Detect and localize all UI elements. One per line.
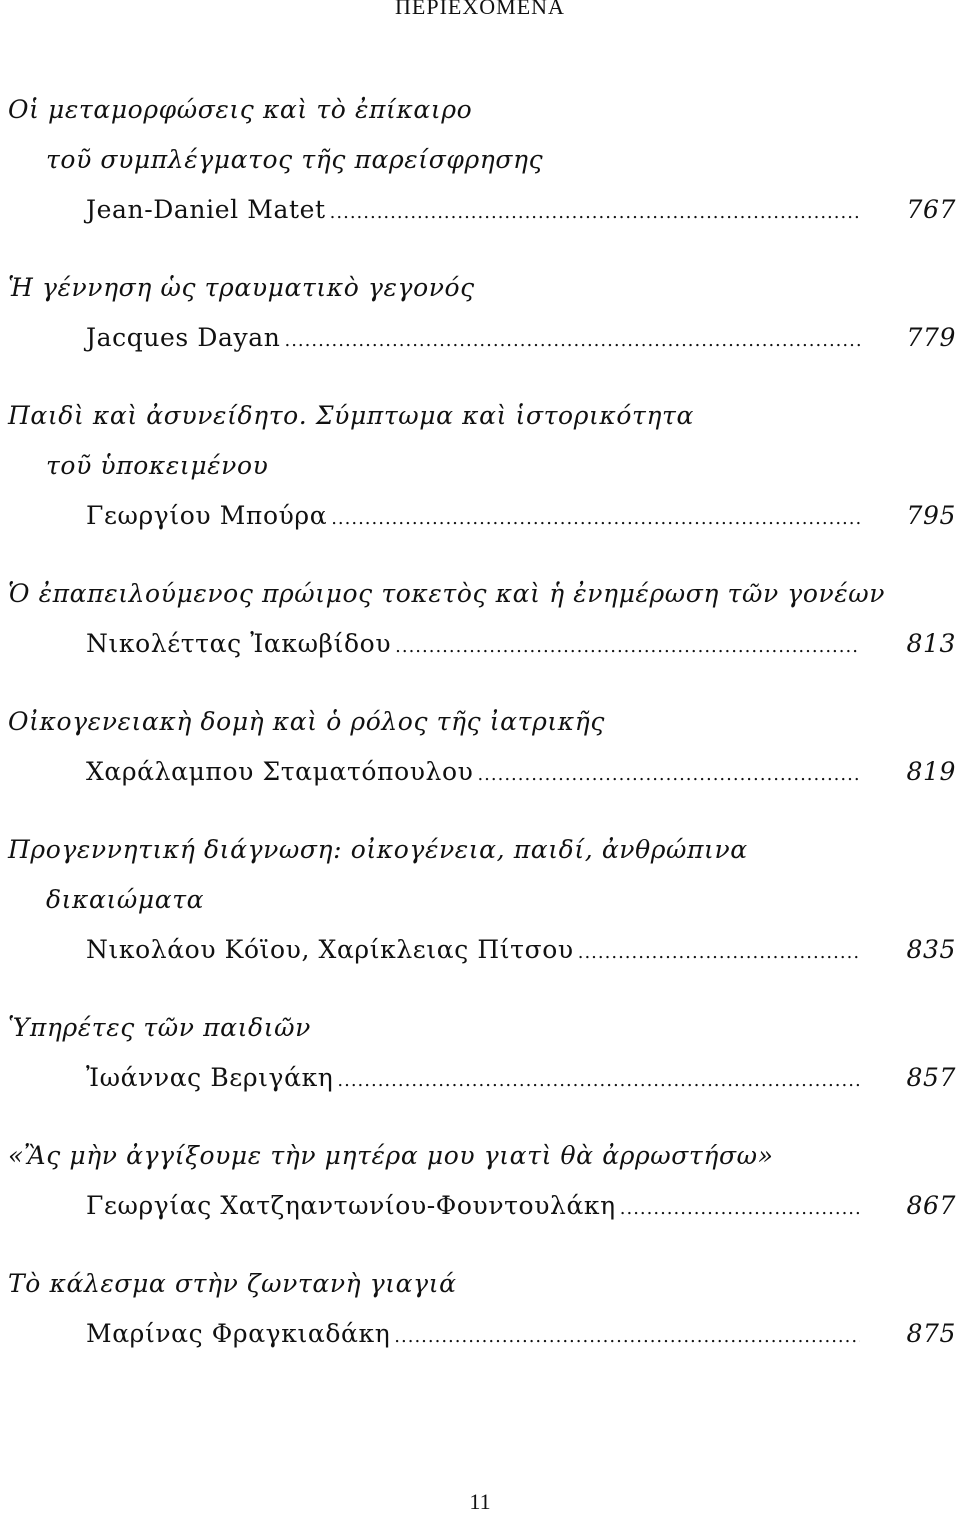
entry-author: Ἰωάννας Βεριγάκη [86, 1063, 334, 1092]
entry-title-line: δικαιώματα [46, 885, 205, 914]
entry-page-number: 875 [906, 1319, 956, 1348]
entry-author: Γεωργίου Μπούρα [86, 501, 328, 530]
dot-leader [394, 1312, 860, 1362]
entry-title-line: Προγεννητική διάγνωση: οἰκογένεια, παιδί, ἀνθρώπινα [8, 835, 748, 864]
toc-entry [0, 569, 960, 669]
entry-title-line: Οἰκογενειακὴ δομὴ καὶ ὁ ρόλος τῆς ἰατρικῆς [8, 707, 605, 736]
entry-author-line [0, 313, 960, 363]
toc-entry [0, 1003, 960, 1103]
entry-author: Jacques Dayan [86, 323, 281, 352]
toc-entry [0, 697, 960, 797]
dot-leader [395, 622, 860, 672]
toc-entry [0, 1131, 960, 1231]
entry-page-number: 779 [906, 323, 956, 352]
entry-author: Γεωργίας Χατζηαντωνίου-Φουντουλάκη [86, 1191, 616, 1220]
dot-leader [477, 750, 860, 800]
dot-leader [330, 188, 860, 238]
toc-entry [0, 263, 960, 363]
entry-page-number: 819 [906, 757, 956, 786]
entry-author-line [0, 1181, 960, 1231]
entry-author: Χαράλαμπου Σταματόπουλου [86, 757, 474, 786]
entry-title-line: Ὑπηρέτες τῶν παιδιῶν [8, 1013, 311, 1042]
page-header-title: ΠΕΡΙΕΧΟΜΕΝΑ [395, 0, 565, 19]
entry-author: Jean-Daniel Matet [86, 195, 326, 224]
toc-entry [0, 85, 960, 235]
entry-page-number: 813 [906, 629, 956, 658]
entry-title-line: Οἱ μεταμορφώσεις καὶ τὸ ἐπίκαιρο [8, 95, 473, 124]
toc-entry [0, 1259, 960, 1359]
dot-leader [284, 316, 860, 366]
entry-author-line [0, 747, 960, 797]
entry-author-line [0, 1309, 960, 1359]
dot-leader [337, 1056, 860, 1106]
entry-title-line: τοῦ ὑποκειμένου [46, 451, 269, 480]
entry-author-line [0, 491, 960, 541]
dot-leader [331, 494, 860, 544]
page-number-footer: 11 [469, 1489, 491, 1514]
entry-author: Νικολάου Κόϊου, Χαρίκλειας Πίτσου [86, 935, 574, 964]
entry-author: Νικολέττας Ἰακωβίδου [86, 629, 392, 658]
entry-author-line [0, 925, 960, 975]
dot-leader [620, 1184, 860, 1234]
entry-title-line: «Ἂς μὴν ἀγγίξουμε τὴν μητέρα μου γιατὶ θὰ ἀρρωστήσω» [8, 1141, 774, 1170]
entry-page-number: 767 [906, 195, 956, 224]
entry-author-line [0, 1053, 960, 1103]
entry-author-line [0, 619, 960, 669]
entry-title-line: Τὸ κάλεσμα στὴν ζωντανὴ γιαγιά [8, 1269, 457, 1298]
dot-leader [578, 928, 860, 978]
entry-page-number: 867 [906, 1191, 956, 1220]
entry-page-number: 857 [906, 1063, 956, 1092]
entry-title-line: Παιδὶ καὶ ἀσυνείδητο. Σύμπτωμα καὶ ἱστορικότητα [8, 401, 694, 430]
toc-entry [0, 825, 960, 975]
entry-title-line: Ἡ γέννηση ὡς τραυματικὸ γεγονός [8, 273, 475, 302]
entry-title-line: Ὁ ἐπαπειλούμενος πρώιμος τοκετὸς καὶ ἡ ἐνημέρωση τῶν γονέων [8, 579, 886, 608]
entry-author-line [0, 185, 960, 235]
entry-title-line: τοῦ συμπλέγματος τῆς παρείσφρησης [46, 145, 544, 174]
entry-page-number: 795 [906, 501, 956, 530]
table-of-contents [0, 85, 960, 1387]
entry-page-number: 835 [906, 935, 956, 964]
entry-author: Μαρίνας Φραγκιαδάκη [86, 1319, 391, 1348]
toc-entry [0, 391, 960, 541]
